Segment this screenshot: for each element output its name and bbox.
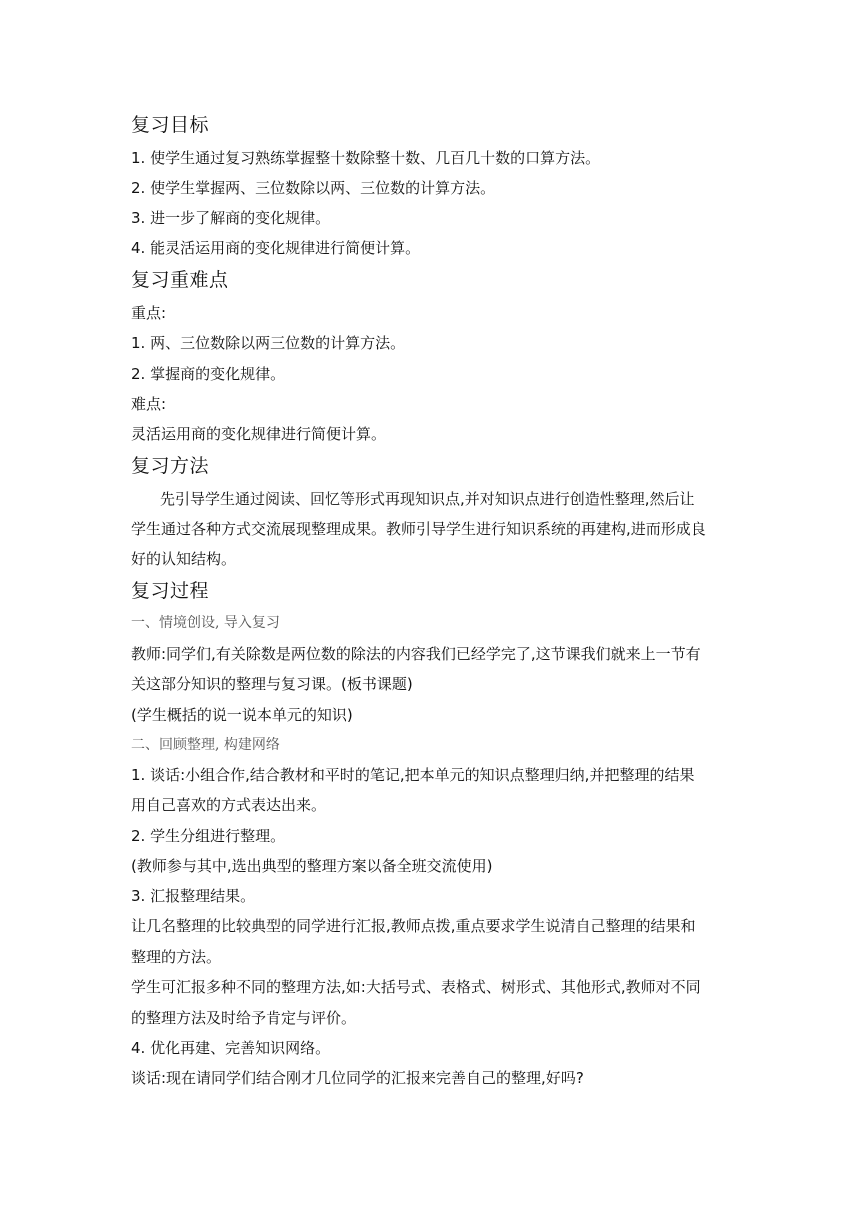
key-point-1: 1. 两、三位数除以两三位数的计算方法。 (131, 334, 406, 352)
process-part1-line-3: (学生概括的说一说本单元的知识) (131, 706, 353, 724)
process-part2-line-1: 1. 谈话:小组合作,结合教材和平时的笔记,把本单元的知识点整理归纳,并把整理的结果 (131, 766, 695, 784)
goal-item-2: 2. 使学生掌握两、三位数除以两、三位数的计算方法。 (131, 179, 496, 197)
process-part2-line-8: 学生可汇报多种不同的整理方法,如:大括号式、表格式、树形式、其他形式,教师对不同 (131, 978, 701, 996)
process-part1-line-1: 教师:同学们,有关除数是两位数的除法的内容我们已经学完了,这节课我们就来上一节有 (131, 645, 701, 663)
process-part2-line-4: (教师参与其中,选出典型的整理方案以备全班交流使用) (131, 857, 493, 875)
process-part2-line-6: 让几名整理的比较典型的同学进行汇报,教师点拨,重点要求学生说清自己整理的结果和 (131, 917, 696, 935)
process-part2-line-11: 谈话:现在请同学们结合刚才几位同学的汇报来完善自己的整理,好吗? (131, 1069, 584, 1087)
process-part2-line-5: 3. 汇报整理结果。 (131, 887, 256, 905)
process-part1-line-2: 关这部分知识的整理与复习课。(板书课题) (131, 675, 413, 693)
process-part2-line-9: 的整理方法及时给予肯定与评价。 (131, 1009, 357, 1027)
key-points-label: 重点: (131, 304, 167, 322)
method-paragraph-line-1: 先引导学生通过阅读、回忆等形式再现知识点,并对知识点进行创造性整理,然后让 (160, 490, 695, 508)
goal-item-3: 3. 进一步了解商的变化规律。 (131, 209, 331, 227)
heading-review-method: 复习方法 (131, 455, 210, 477)
difficult-points-label: 难点: (131, 395, 167, 413)
heading-review-goals: 复习目标 (131, 114, 210, 136)
process-part2-line-3: 2. 学生分组进行整理。 (131, 827, 286, 845)
goal-item-4: 4. 能灵活运用商的变化规律进行简便计算。 (131, 239, 421, 257)
goal-item-1: 1. 使学生通过复习熟练掌握整十数除整十数、几百几十数的口算方法。 (131, 149, 601, 167)
heading-key-difficult-points: 复习重难点 (131, 269, 229, 291)
heading-review-process: 复习过程 (131, 580, 210, 602)
key-point-2: 2. 掌握商的变化规律。 (131, 365, 286, 383)
method-paragraph-line-2: 学生通过各种方式交流展现整理成果。教师引导学生进行知识系统的再建构,进而形成良 (131, 520, 706, 538)
process-part2-line-10: 4. 优化再建、完善知识网络。 (131, 1039, 331, 1057)
process-part2-line-7: 整理的方法。 (131, 948, 222, 966)
process-part2-line-2: 用自己喜欢的方式表达出来。 (131, 796, 327, 814)
method-paragraph-line-3: 好的认知结构。 (131, 550, 237, 568)
process-part1-title: 一、情境创设, 导入复习 (131, 615, 280, 631)
process-part2-title: 二、回顾整理, 构建网络 (131, 737, 280, 753)
difficult-point-text: 灵活运用商的变化规律进行简便计算。 (131, 425, 387, 443)
